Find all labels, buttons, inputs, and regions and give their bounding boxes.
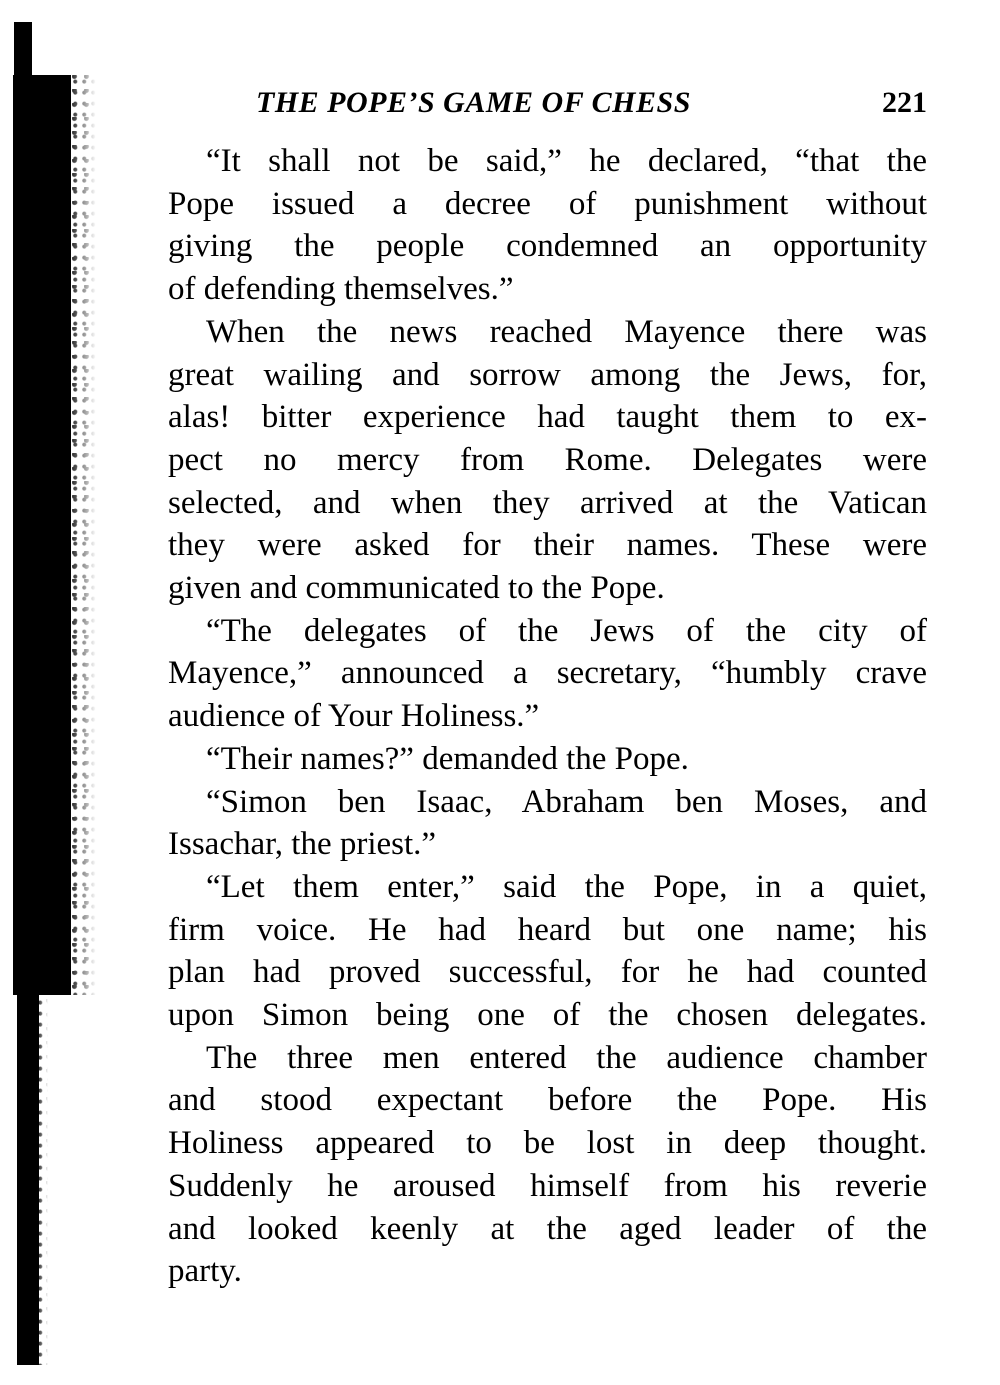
text-line: plan had proved successful, for he had counted [168,954,927,991]
text-line: selected, and when they arrived at the Vatican [168,484,927,521]
text-line: they were asked for their names. These were [168,527,927,564]
text-line: “Simon ben Isaac, Abraham ben Moses, and [206,783,927,820]
paragraph [168,866,927,1037]
text-line: “The delegates of the Jews of the city of [206,612,927,649]
running-header [168,86,927,130]
text-line: “Let them enter,” said the Pope, in a quiet, [206,868,927,905]
paragraph [168,311,927,610]
text-line: Holiness appeared to be lost in deep thought. [168,1125,927,1162]
paragraph [168,781,927,866]
text-line: giving the people condemned an opportunity [168,228,927,265]
paragraph [168,610,927,738]
text-line: firm voice. He had heard but one name; his [168,911,927,948]
body-text [168,140,927,1293]
text-line: given and communicated to the Pope. [168,570,665,607]
page-number: 221 [882,86,927,119]
text-line: party. [168,1253,242,1290]
text-line: upon Simon being one of the chosen delegates. [168,997,927,1034]
text-line: Issachar, the priest.” [168,826,437,863]
book-binding-shadow-top [14,22,32,82]
text-line: of defending themselves.” [168,271,514,308]
binding-speckle-bottom [34,985,48,1365]
text-line: great wailing and sorrow among the Jews, for, [168,356,927,393]
text-line: and stood expectant before the Pope. His [168,1082,927,1119]
text-line: Suddenly he aroused himself from his reverie [168,1167,927,1204]
paragraph [168,140,927,311]
text-line: and looked keenly at the aged leader of the [168,1210,927,1247]
paragraph [168,738,927,781]
text-line: The three men entered the audience chamber [206,1039,927,1076]
text-line: Mayence,” announced a secretary, “humbly crave [168,655,927,692]
paragraph [168,1037,927,1293]
text-line: alas! bitter experience had taught them to ex- [168,399,927,436]
text-line: audience of Your Holiness.” [168,698,540,735]
text-line: “Their names?” demanded the Pope. [206,740,689,777]
text-line: “It shall not be said,” he declared, “that the [206,143,927,179]
running-title: THE POPE’S GAME OF CHESS [256,86,691,119]
text-line: When the news reached Mayence there was [206,313,927,350]
text-line: pect no mercy from Rome. Delegates were [168,441,927,478]
text-line: Pope issued a decree of punishment without [168,185,927,222]
book-page [168,86,927,1293]
binding-speckle [60,75,96,995]
